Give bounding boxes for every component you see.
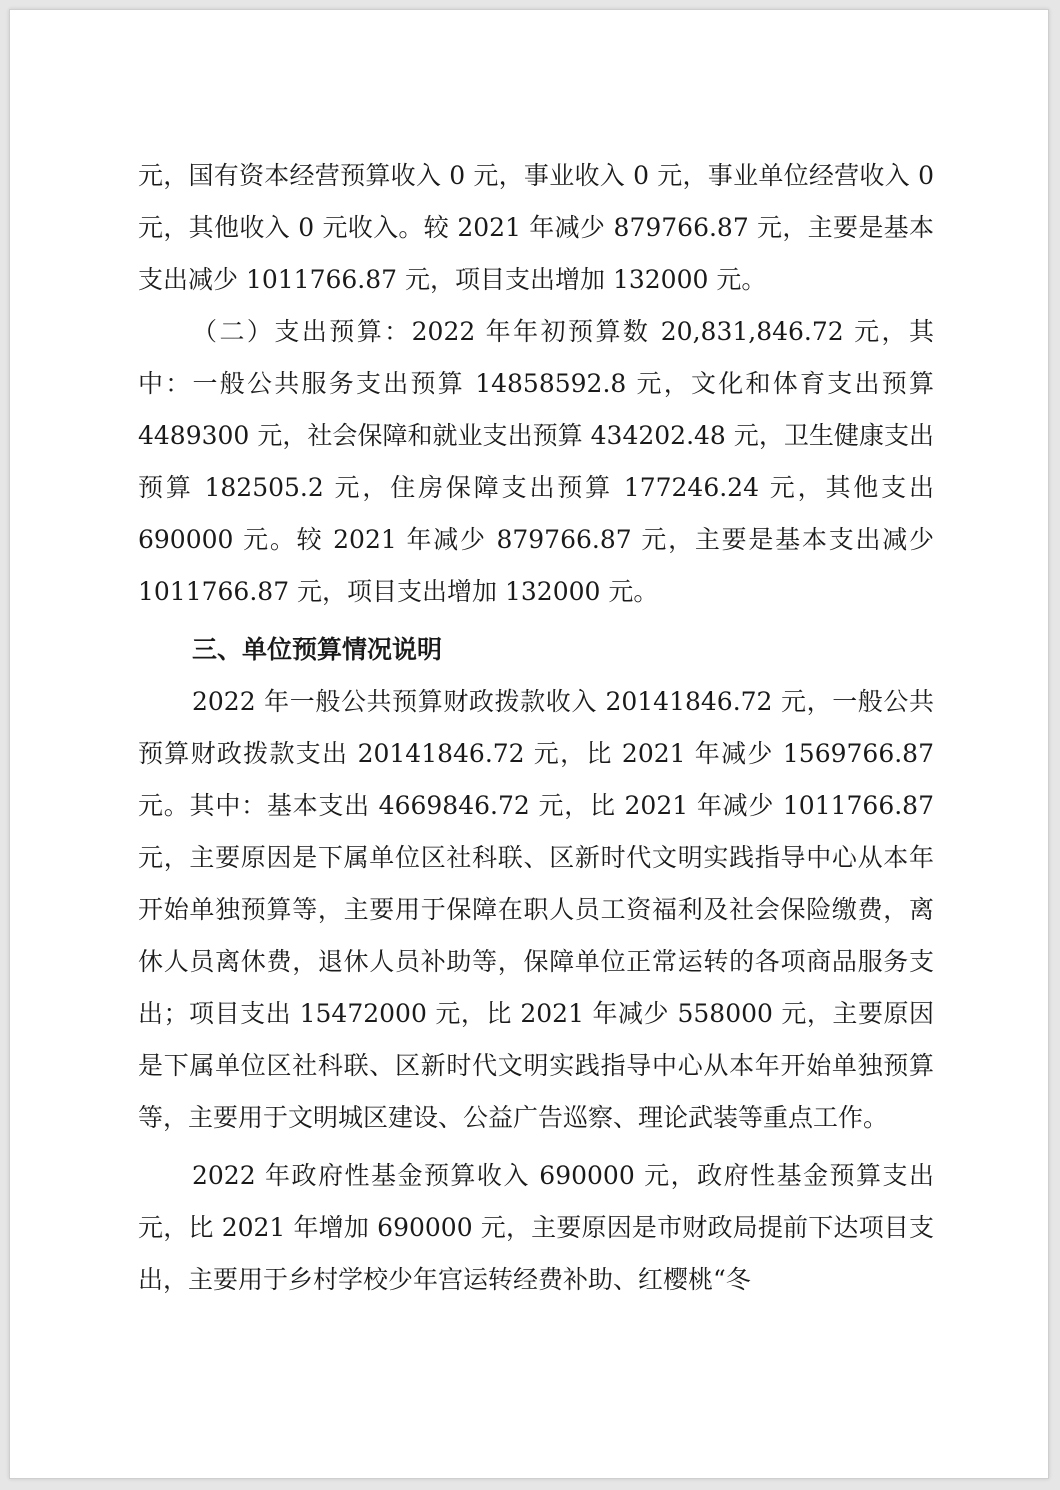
section-heading-unit-budget: 三、单位预算情况说明 bbox=[192, 635, 443, 664]
paragraph-expenditure-budget: （二）支出预算：2022 年年初预算数 20,831,846.72 元，其中：一般公共服务支出预算 14858592.8 元，文化和体育支出预算 4489300 元，社会保障和就业支出预算 434202.48 元，卫生健康支出预算 182505.2 元，住房保障支出预算 177246.24 元，其他支出 690000 元。较 2021 年减少 879766.87 元，主要是基本支出减少 1011766.87 元，项目支出增加 132000 元。 bbox=[138, 317, 934, 606]
paragraph-general-public-budget: 2022 年一般公共预算财政拨款收入 20141846.72 元，一般公共预算财政拨款支出 20141846.72 元，比 2021 年减少 1569766.87 元。其中：基本支出 4669846.72 元，比 2021 年减少 1011766.87 元，主要原因是下属单位区社科联、区新时代文明实践指导中心从本年开始单独预算等，主要用于保障在职人员工资福利及社会保险缴费，离休人员离休费，退休人员补助等，保障单位正常运转的各项商品服务支出；项目支出 15472000 元，比 2021 年减少 558000 元，主要原因是下属单位区社科联、区新时代文明实践指导中心从本年开始单独预算等，主要用于文明城区建设、公益广告巡察、理论武装等重点工作。 bbox=[138, 687, 934, 1132]
paragraph-revenue-continued: 元，国有资本经营预算收入 0 元，事业收入 0 元，事业单位经营收入 0 元，其他收入 0 元收入。较 2021 年减少 879766.87 元，主要是基本支出减少 1011766.87 元，项目支出增加 132000 元。 bbox=[138, 161, 934, 294]
document-page bbox=[9, 9, 1049, 1479]
paragraph-government-fund-budget: 2022 年政府性基金预算收入 690000 元，政府性基金预算支出 元，比 2021 年增加 690000 元，主要原因是市财政局提前下达项目支出，主要用于乡村学校少年宫运转经费补助、红樱桃“冬 bbox=[138, 1161, 934, 1294]
document-body bbox=[138, 150, 934, 1306]
